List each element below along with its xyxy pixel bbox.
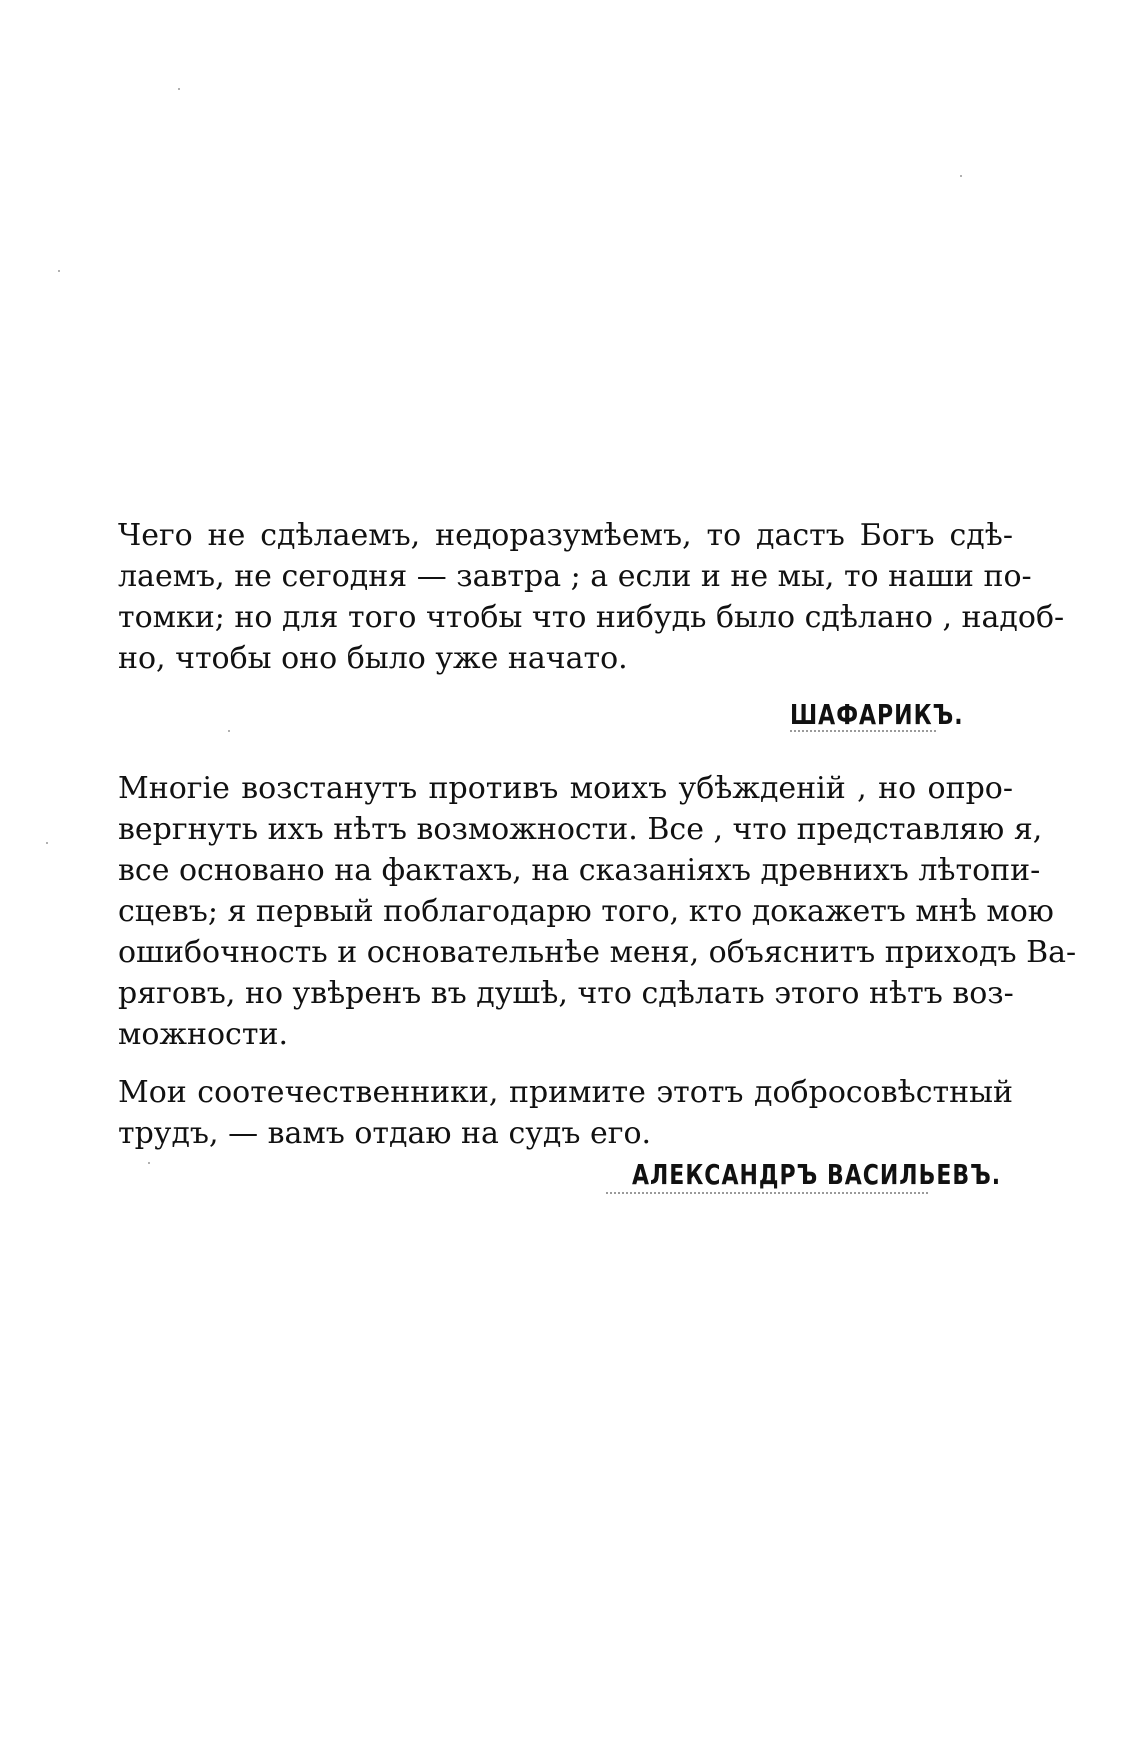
- scan-speck: [178, 88, 180, 90]
- signature-underline: [606, 1188, 928, 1194]
- epigraph-line: но, чтобы оно было уже начато.: [118, 641, 628, 676]
- scan-speck: [46, 842, 48, 844]
- epigraph-line: лаемъ, не сегодня — завтра ; а если и не мы, то наши по-: [118, 559, 1032, 594]
- paragraph-line: можности.: [118, 1017, 288, 1052]
- attribution-underline: [790, 726, 936, 732]
- epigraph: [118, 515, 1065, 679]
- scan-speck: [228, 730, 230, 732]
- paragraph-line: вергнуть ихъ нѣтъ возможности. Все , что представляю я,: [118, 812, 1043, 847]
- scan-speck: [960, 175, 962, 177]
- paragraph-line: ошибочность и основательнѣе меня, объяснитъ приходъ Ва-: [118, 935, 1077, 970]
- scan-speck: [148, 1162, 150, 1164]
- epigraph-line: томки; но для того чтобы что нибудь было сдѣлано , надоб-: [118, 600, 1065, 635]
- author-signature: АЛЕКСАНДРЪ ВАСИЛЬЕВЪ.: [632, 1160, 1002, 1192]
- scan-speck: [58, 270, 60, 272]
- paragraph-line: Мои соотечественники, примите этотъ добросовѣстный: [118, 1075, 1013, 1110]
- preface-paragraph-1: [118, 768, 1077, 1055]
- paragraph-line: Многіе возстанутъ противъ моихъ убѣжденій , но опро-: [118, 771, 1013, 806]
- paragraph-line: трудъ, — вамъ отдаю на судъ его.: [118, 1116, 652, 1151]
- epigraph-line: Чего не сдѣлаемъ, недоразумѣемъ, то дастъ Богъ сдѣ-: [118, 518, 1013, 553]
- paragraph-line: сцевъ; я первый поблагодарю того, кто докажетъ мнѣ мою: [118, 894, 1054, 929]
- paragraph-line: ряговъ, но увѣренъ въ душѣ, что сдѣлать этого нѣтъ воз-: [118, 976, 1014, 1011]
- epigraph-attribution: ШАФАРИКЪ.: [790, 700, 964, 732]
- preface-paragraph-2: [118, 1072, 1013, 1154]
- paragraph-line: все основано на фактахъ, на сказаніяхъ древнихъ лѣтопи-: [118, 853, 1041, 888]
